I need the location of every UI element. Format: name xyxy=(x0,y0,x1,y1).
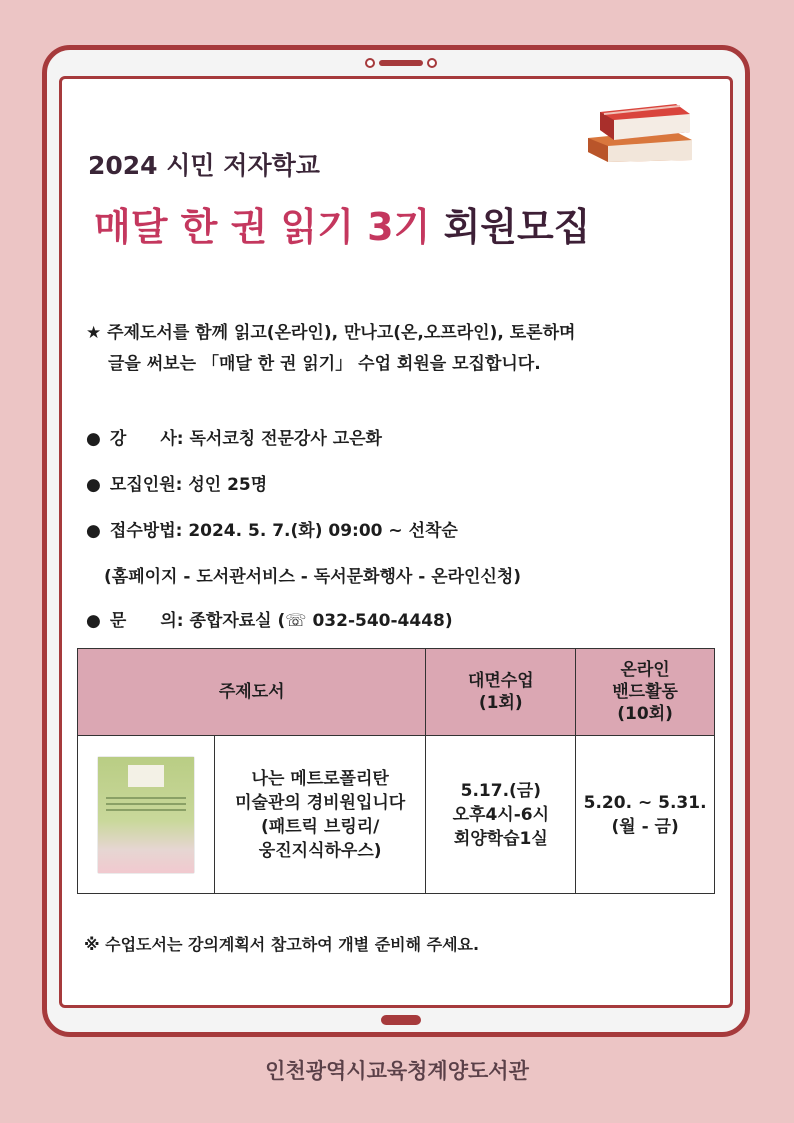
camera-dot-right xyxy=(427,58,437,68)
book-cover-image xyxy=(98,757,194,873)
info-contact xyxy=(86,606,453,631)
title-rest: 회원모집 xyxy=(443,205,591,249)
camera-bar xyxy=(365,58,437,68)
book-line: 미술관의 경비원입니다 xyxy=(235,792,406,813)
online-line: (월 - 금) xyxy=(611,816,679,837)
intro-text xyxy=(86,318,575,380)
header-online-line: 온라인 xyxy=(620,660,670,680)
camera-dot-left xyxy=(365,58,375,68)
info-recruit xyxy=(86,470,267,495)
offline-line: 회양학습1실 xyxy=(453,828,548,849)
info-apply xyxy=(86,516,458,541)
book-line: (패트릭 브링리/ xyxy=(260,816,380,837)
offline-cell xyxy=(426,736,576,894)
offline-line: 5.17.(금) xyxy=(460,780,541,801)
online-cell xyxy=(576,736,715,894)
book-title-cell xyxy=(214,736,426,894)
header-offline-line: (1회) xyxy=(478,693,523,713)
header-online-line: (10회) xyxy=(617,704,673,724)
header-online-line: 밴드활동 xyxy=(612,682,678,702)
home-button xyxy=(381,1015,421,1025)
contact-text: 문 의: 종합자료실 (☏ 032-540-4448) xyxy=(109,611,453,631)
header-offline xyxy=(426,649,576,736)
bullet-icon: ● xyxy=(86,475,101,495)
header-online xyxy=(576,649,715,736)
footnote: ※ 수업도서는 강의계획서 참고하여 개별 준비해 주세요. xyxy=(84,935,480,954)
offline-line: 오후4시-6시 xyxy=(452,804,550,825)
intro-line-2: 글을 써보는 「매달 한 권 읽기」 수업 회원을 모집합니다. xyxy=(108,354,541,374)
header-offline-line: 대면수업 xyxy=(467,671,534,691)
intro-line-1: ★ 주제도서를 함께 읽고(온라인), 만나고(온,오프라인), 토론하며 xyxy=(86,323,576,343)
apply-text: 접수방법: 2024. 5. 7.(화) 09:00 ~ 선착순 xyxy=(109,521,458,541)
table-row xyxy=(78,736,715,894)
online-line: 5.20. ~ 5.31. xyxy=(583,792,707,813)
book-cover-cell xyxy=(78,736,215,894)
book-line: 웅진지식하우스) xyxy=(258,840,382,861)
schedule-table xyxy=(77,648,715,894)
event-subtitle: 2024 시민 저자학교 xyxy=(88,151,320,180)
book-line: 나는 메트로폴리탄 xyxy=(251,768,389,789)
bullet-icon: ● xyxy=(86,521,101,541)
title-highlight: 매달 한 권 읽기 3기 xyxy=(94,205,431,249)
bullet-icon: ● xyxy=(86,429,101,449)
lecturer-text: 강 사: 독서코칭 전문강사 고은화 xyxy=(109,429,382,449)
speaker-bar xyxy=(379,60,423,66)
info-lecturer xyxy=(86,424,382,449)
bullet-icon: ● xyxy=(86,611,101,631)
apply-path-note: (홈페이지 - 도서관서비스 - 독서문화행사 - 온라인신청) xyxy=(104,567,522,587)
page-title xyxy=(94,196,590,251)
table-header-row xyxy=(78,649,715,736)
header-book: 주제도서 xyxy=(78,649,426,736)
recruit-text: 모집인원: 성인 25명 xyxy=(109,475,268,495)
organization-name: 인천광역시교육청계양도서관 xyxy=(265,1059,529,1083)
books-icon xyxy=(580,100,696,162)
